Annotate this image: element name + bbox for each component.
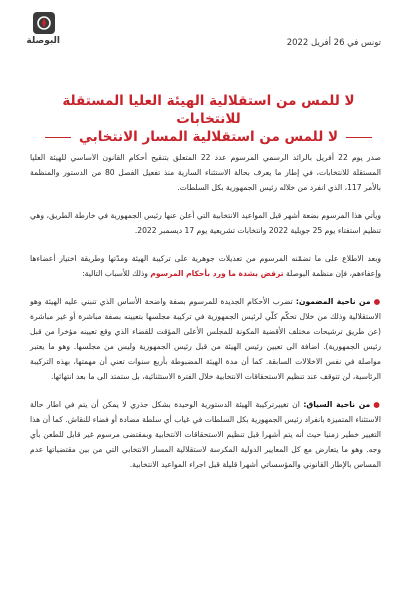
paragraph-position-end: وذلك للأسباب التالية: (82, 269, 151, 278)
section-content-title: من ناحية المضمون: (295, 297, 371, 306)
body-text (30, 150, 381, 485)
rejection-statement: ترفض بشدة ما ورد بأحكام المرسوم (150, 269, 284, 278)
section-context-text: ان تغييرتركيبة الهيئة الدستورية الوحيدة بشكل جذري لا يمكن أن يتم في اطار حالة الاستثناء المتميزة بانفراد رئيس الجمهورية بكل السلطات في غياب أي سلطة مضادة أو فضاء للنقاش. كما أن هذا التغيير خطير زمنيا حيث أنه يتم أشهرا قبل تنظيم الاستحقاقات الانتخابية وبمقتضى مرسوم غير قابل للطعن بأي وجه. وهو ما يتعارض مع كل المعايير الدولية المكرسة لاستقلالية المسار الانتخابي التي من بين مقتضياتها عدم المساس بالإطار القانوني والمؤسساتي أشهرا قليلة قبل اجراء المواعيد الانتخابية. (29, 400, 381, 469)
paragraph-position (30, 251, 381, 281)
compass-icon (33, 12, 55, 34)
logo-label: البوصلة (26, 36, 60, 46)
section-content (30, 294, 381, 384)
bullet-icon: ● (373, 400, 381, 409)
section-content-text: تضرب الأحكام الجديدة للمرسوم بصفة واضحة الأساس الذي تنبني عليه الهيئة وهو الاستقلالية وذلك من خلال تحكّم كلّي لرئيس الجمهورية في تركيبة مجلسها بتعيينه بصفة مباشرة أو غير مباشرة (عن طريق ترشيحات مختلف الأقضية المكونة للمجلس الأعلى المؤقت للقضاء الذي وقع تعيينه مؤخرا من قبل رئيس الجمهورية). اضافة الى تعيين رئيس الهيئة من قبل رئيس الجمهورية وليس من مجلسها. وهو ما يعتبر مواصلة في نفس الاخلالات السابقة. كما أن مدة الهيئة المضبوطة بأربع سنوات تعني أن مهمتها، بهذه التركيبة الرئاسية، لن تتوقف عند تنظيم الاستحقاقات الانتخابية خلال الفترة الاستثنائية، بل ستمتد الى ما بعد انتهائها. (30, 297, 381, 381)
paragraph-intro: صدر يوم 22 أفريل بالرائد الرسمي المرسوم عدد 22 المتعلق بتنقيح أحكام القانون الاساسي للهيئة العليا المستقلة للانتخابات، في إطار ما يعرف بحالة الاستثناء السارية منذ تفعيل الفصل 80 من الدستور والمنظمة بالأمر 117، الذي انفرد من خلاله رئيس الجمهورية بكل السلطات. (30, 153, 381, 192)
paragraph-position-start: وبعد الاطلاع على ما تضمّنه المرسوم من تعديلات جوهرية على تركيبة الهيئة ومدّتها وطريقة اختيار أعضاءها وإعفاءهم، فإن منظمة البوصلة (30, 254, 381, 278)
headline-rule-right (346, 137, 372, 138)
section-context (30, 397, 381, 472)
section-context-title: من ناحية السياق: (303, 400, 371, 409)
headline-line-2: لا للمس من استقلالية المسار الانتخابي (78, 129, 339, 145)
bullet-icon: ● (373, 297, 381, 306)
headline-line-2-row (30, 128, 387, 146)
paragraph-context: ويأتي هذا المرسوم بضعة أشهر قبل المواعيد الانتخابية التي أعلن عنها رئيس الجمهورية في خارطة الطريق، وهي تنظيم استفتاء يوم 25 جويلية 2022 وانتخابات تشريعية يوم 17 ديسمبر 2022. (30, 211, 381, 235)
headline-line-1: لا للمس من استقلالية الهيئة العليا المستقلة للانتخابات (62, 93, 355, 127)
organization-logo (28, 12, 60, 46)
publication-date: تونس في 26 أفريل 2022 (286, 38, 381, 48)
headline (30, 92, 387, 146)
headline-rule-left (45, 137, 71, 138)
